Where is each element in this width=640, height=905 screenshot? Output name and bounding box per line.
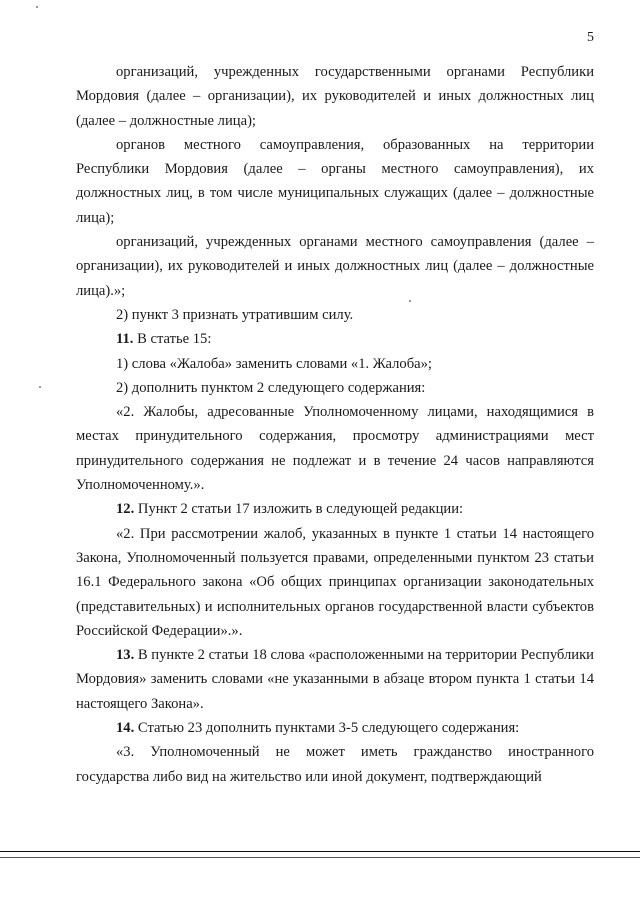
item-number: 12. [116,501,135,518]
paragraph-10: «2. При рассмотрении жалоб, указанных в пункте 1 статьи 14 настоящего Закона, Уполномоченный пользуется правами, определенными пунктом 23 статьи 16.1 Федерального закона «Об общих принципах организации законодательных (представительных) и исполнительных органов государственной власти субъектов Российской Федерации».». [76,525,594,639]
scan-speck [409,300,411,302]
paragraph-2: органов местного самоуправления, образованных на территории Республики Мордовия (далее – органы местного самоуправления), их должностных лиц, в том числе муниципальных служащих (далее – должностные лица); [76,136,594,226]
paragraph-11-text: В пункте 2 статьи 18 слова «расположенными на территории Республики Мордовия» заменить словами «не указанными в абзаце втором пункта 1 статьи 14 настоящего Закона». [76,647,594,712]
item-number: 11. [116,331,134,348]
page-number: 5 [587,30,594,45]
paragraph-4: 2) пункт 3 признать утратившим силу. [116,306,354,323]
paragraph-9-text: Пункт 2 статьи 17 изложить в следующей редакции: [134,501,464,518]
item-number: 14. [116,720,135,737]
paragraph-5-text: В статье 15: [133,331,212,348]
item-number: 13. [116,647,135,664]
paragraph-12-text: Статью 23 дополнить пунктами 3-5 следующего содержания: [134,720,520,737]
paragraph-8: «2. Жалобы, адресованные Уполномоченному лицами, находящимися в местах принудительного содержания, просмотру администрациями мест принудительного содержания не подлежат и в течение 24 часов направляются Уполномоченному.». [76,404,594,494]
paragraph-9 [76,497,594,521]
paragraph-11 [76,643,594,716]
document-body [76,60,594,789]
paragraph-7: 2) дополнить пунктом 2 следующего содержания: [116,379,426,396]
paragraph-5 [76,327,594,351]
paragraph-3: организаций, учрежденных органами местного самоуправления (далее – организации), их руководителей и иных должностных лиц (далее – должностные лица).»; [76,234,594,299]
paragraph-12 [76,716,594,740]
paragraph-6: 1) слова «Жалоба» заменить словами «1. Жалоба»; [116,355,432,372]
scan-speck [36,6,38,8]
scan-speck [39,386,41,388]
scan-bottom-edge [0,851,640,852]
scan-bottom-edge-shadow [0,857,640,858]
paragraph-13: «3. Уполномоченный не может иметь гражданство иностранного государства либо вид на жительство или иной документ, подтверждающий [76,744,594,785]
paragraph-1: организаций, учрежденных государственными органами Республики Мордовия (далее – организации), их руководителей и иных должностных лиц (далее – должностные лица); [76,64,594,129]
